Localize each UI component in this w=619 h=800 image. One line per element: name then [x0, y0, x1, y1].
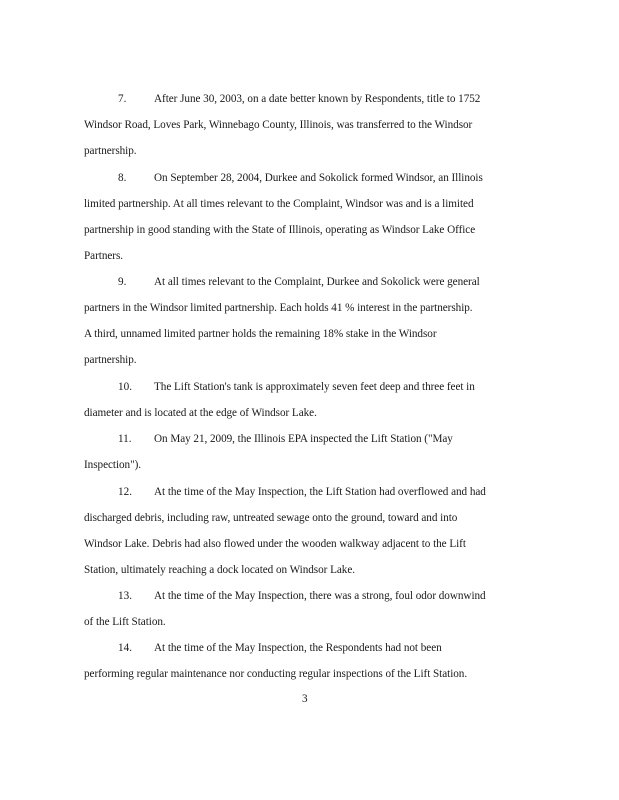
paragraph-7-line-1: After June 30, 2003, on a date better known by Respondents, title to 1752	[154, 93, 481, 105]
page-number: 3	[302, 693, 308, 705]
paragraph-7-line-2: Windsor Road, Loves Park, Winnebago County, Illinois, was transferred to the Windsor	[84, 119, 473, 131]
paragraph-9-line-2: partners in the Windsor limited partnership. Each holds 41 % interest in the partnership.	[84, 302, 473, 314]
paragraph-11-line-2: Inspection").	[84, 459, 142, 471]
paragraph-12-line-2: discharged debris, including raw, untreated sewage onto the ground, toward and into	[84, 512, 458, 524]
paragraph-10-line-1: The Lift Station's tank is approximately seven feet deep and three feet in	[154, 381, 475, 393]
paragraph-12-line-3: Windsor Lake. Debris had also flowed under the wooden walkway adjacent to the Lift	[84, 538, 466, 550]
paragraph-11-line-1: On May 21, 2009, the Illinois EPA inspected the Lift Station ("May	[154, 433, 453, 445]
paragraph-12-line-4: Station, ultimately reaching a dock located on Windsor Lake.	[84, 564, 355, 576]
paragraph-7-line-3: partnership.	[84, 145, 137, 157]
paragraph-12-line-1: At the time of the May Inspection, the Lift Station had overflowed and had	[154, 486, 486, 498]
paragraph-14-line-2: performing regular maintenance nor conducting regular inspections of the Lift Station.	[84, 668, 468, 680]
paragraph-9-line-1: At all times relevant to the Complaint, Durkee and Sokolick were general	[154, 276, 480, 288]
paragraph-9-line-4: partnership.	[84, 354, 137, 366]
paragraph-8-line-1: On September 28, 2004, Durkee and Sokolick formed Windsor, an Illinois	[154, 172, 483, 184]
paragraph-10-number: 10.	[118, 381, 132, 393]
paragraph-14-line-1: At the time of the May Inspection, the Respondents had not been	[154, 642, 442, 654]
paragraph-9-number: 9.	[118, 276, 127, 288]
paragraph-9-line-3: A third, unnamed limited partner holds the remaining 18% stake in the Windsor	[84, 328, 437, 340]
paragraph-13-line-1: At the time of the May Inspection, there was a strong, foul odor downwind	[154, 590, 486, 602]
paragraph-11-number: 11.	[118, 433, 132, 445]
paragraph-12-number: 12.	[118, 486, 132, 498]
paragraph-8-number: 8.	[118, 172, 127, 184]
paragraph-8-line-2: limited partnership. At all times relevant to the Complaint, Windsor was and is a limited	[84, 198, 474, 210]
paragraph-13-number: 13.	[118, 590, 132, 602]
paragraph-8-line-4: Partners.	[84, 250, 124, 262]
paragraph-7-number: 7.	[118, 93, 127, 105]
paragraph-13-line-2: of the Lift Station.	[84, 616, 166, 628]
paragraph-8-line-3: partnership in good standing with the State of Illinois, operating as Windsor Lake Office	[84, 224, 476, 236]
paragraph-10-line-2: diameter and is located at the edge of Windsor Lake.	[84, 407, 317, 419]
paragraph-14-number: 14.	[118, 642, 132, 654]
